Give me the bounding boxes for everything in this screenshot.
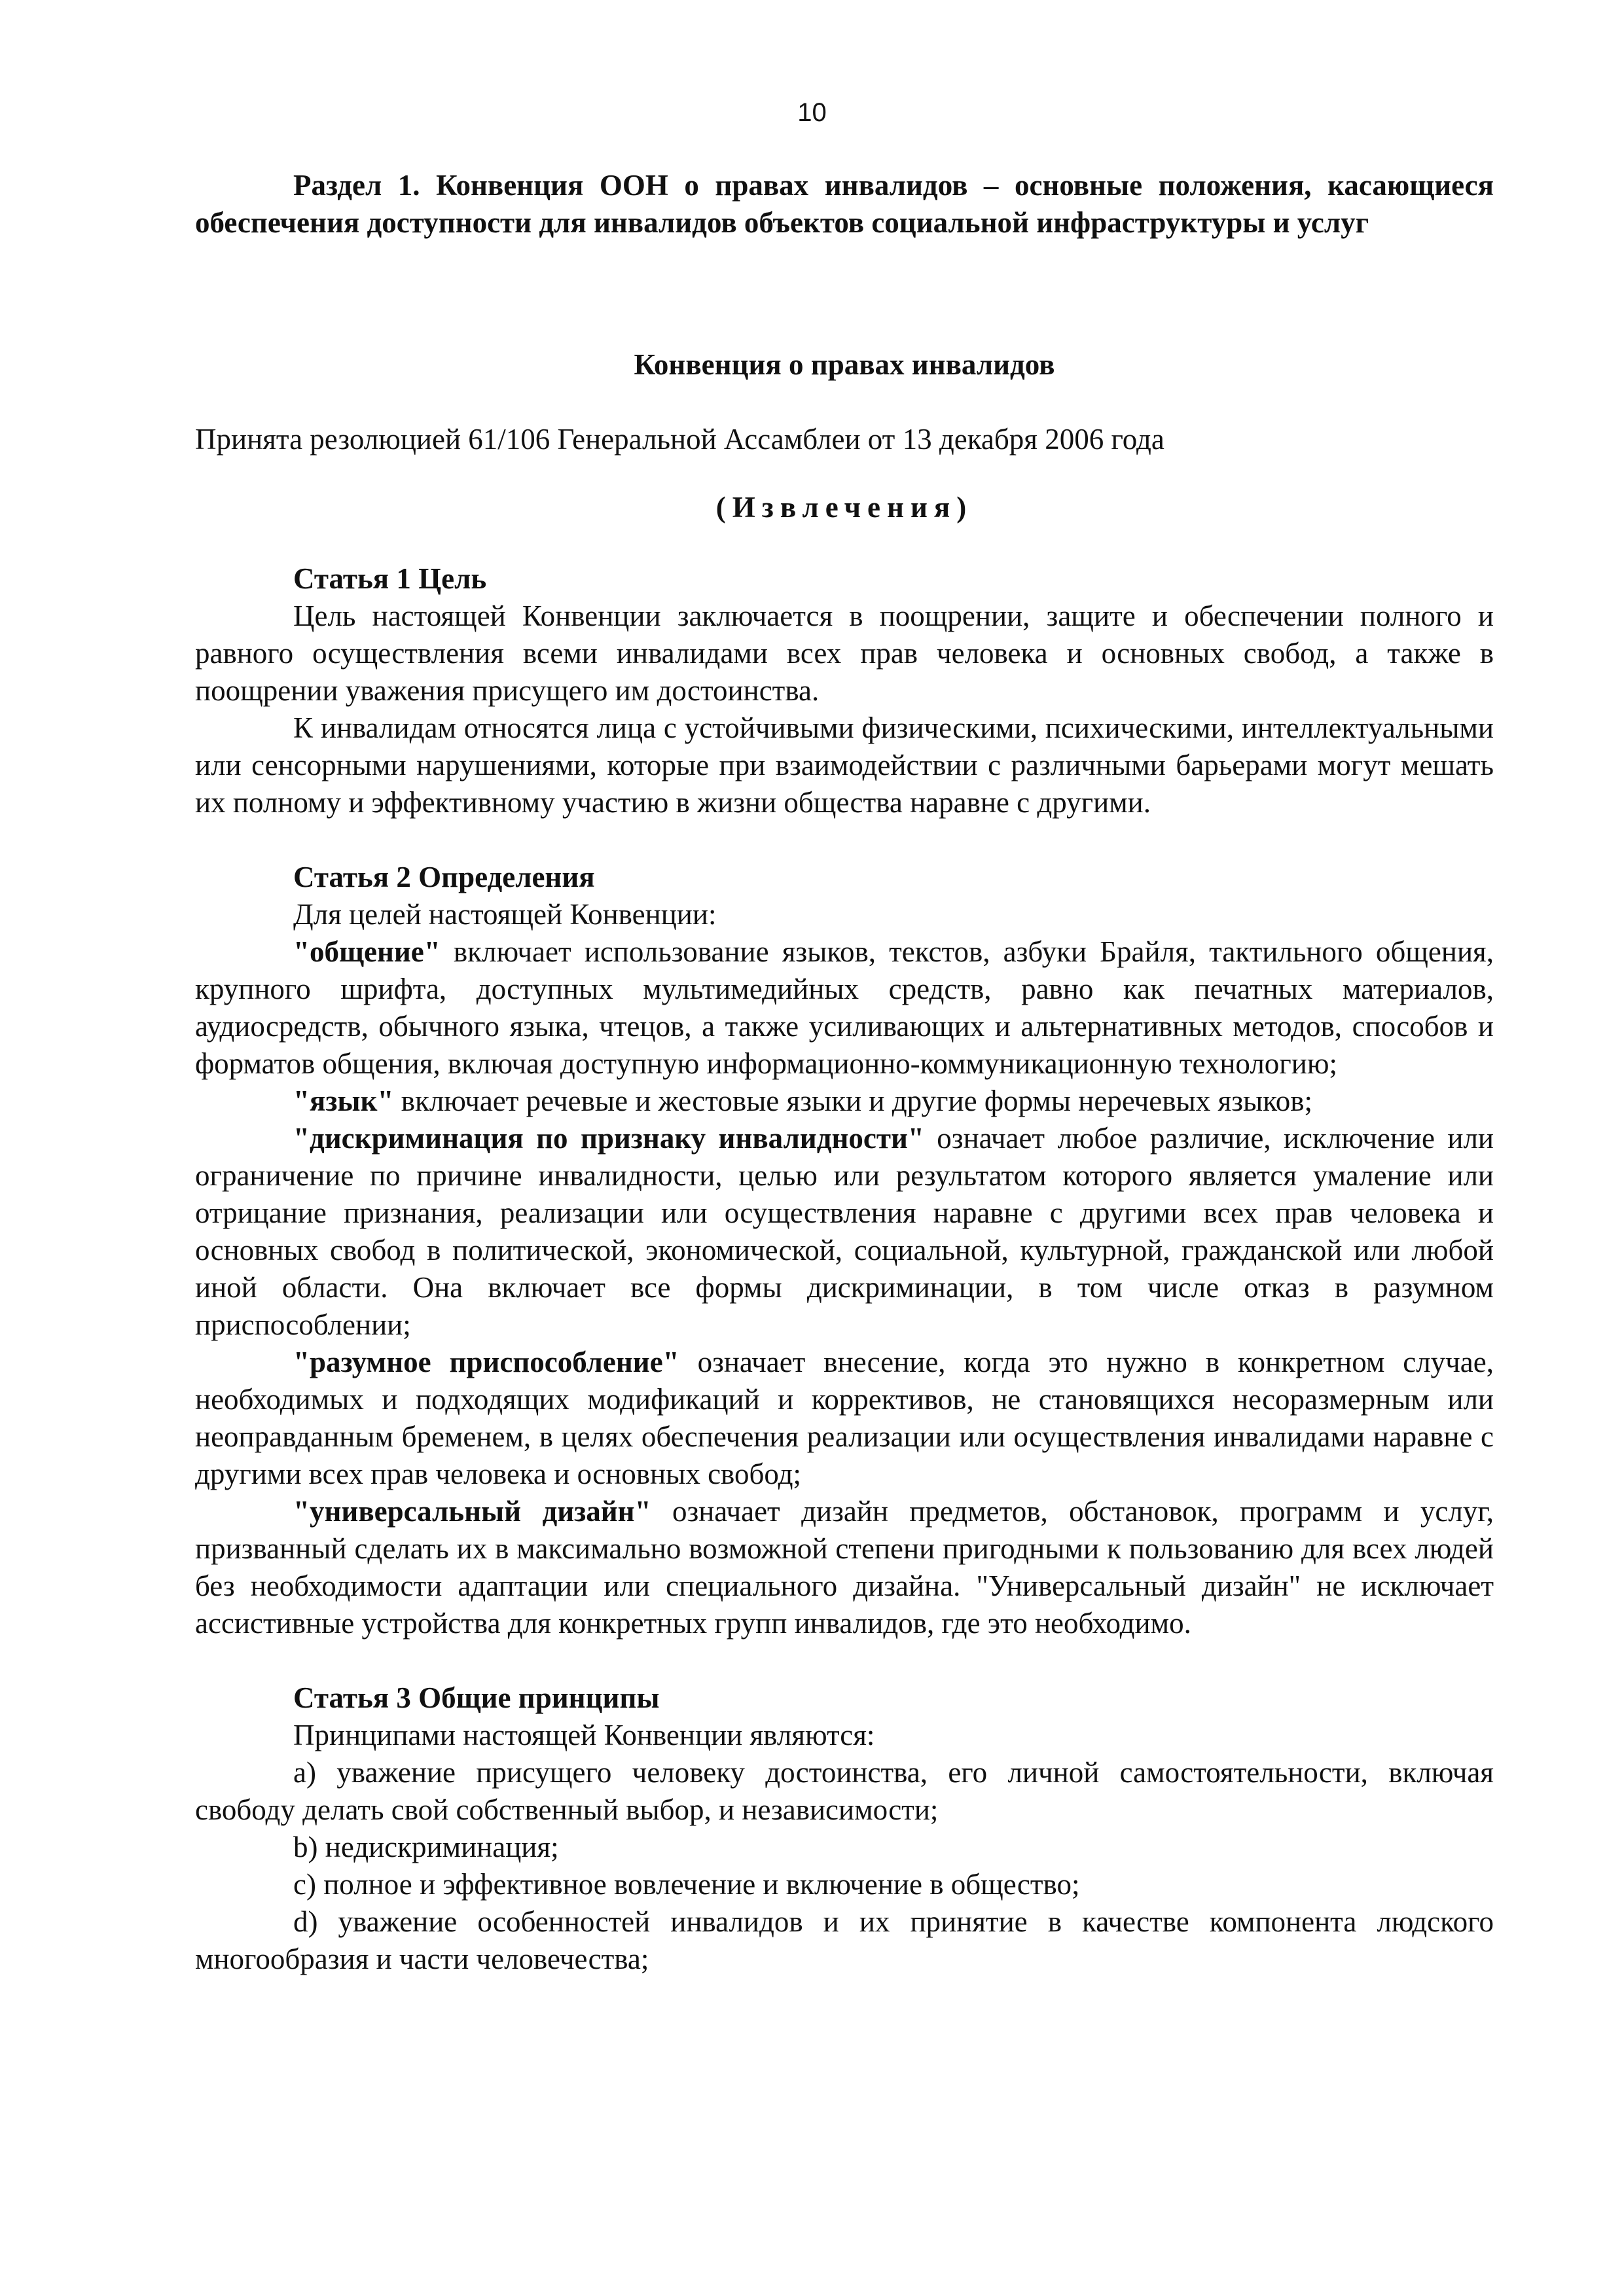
definition [195, 1083, 1494, 1120]
article-2-intro: Для целей настоящей Конвенции: [293, 898, 717, 931]
definition-text: означает любое различие, исключение или ограничение по причине инвалидности, целью или результатом которого является умаление или отрицание признания, реализации или осуществления наравне с другими всех прав человека и основных свобод в политической, экономической, социальной, культурной, гражданской или любой иной области. Она включает все формы дискриминации, в том числе отказ в разумном приспособлении; [195, 1122, 1494, 1341]
definition-term: "разумное приспособление" [293, 1346, 679, 1378]
principle-item: b) недискриминация; [293, 1831, 559, 1863]
definition [195, 1344, 1494, 1493]
article-1-title: Статья 1 Цель [293, 562, 487, 595]
convention-title: Конвенция о правах инвалидов [634, 348, 1055, 381]
principle-item: a) уважение присущего человеку достоинства, его личной самостоятельности, включая свободу делать свой собственный выбор, и независимости; [195, 1756, 1494, 1826]
definition-text: означает внесение, когда это нужно в конкретном случае, необходимых и подходящих модификаций и коррективов, не становящихся несоразмерным или неоправданным бременем, в целях обеспечения реализации или осуществления инвалидами наравне с другими всех прав человека и основных свобод; [195, 1346, 1494, 1490]
definition-text: означает дизайн предметов, обстановок, программ и услуг, призванный сделать их в максимально возможной степени пригодными к пользованию для всех людей без необходимости адаптации или специального дизайна. "Универсальный дизайн" не исключает ассистивные устройства для конкретных групп инвалидов, где это необходимо. [195, 1495, 1494, 1640]
definition-term: "язык" [293, 1085, 394, 1117]
principle-item: d) уважение особенностей инвалидов и их принятие в качестве компонента людского многообразия и части человечества; [195, 1905, 1494, 1975]
article-3-title: Статья 3 Общие принципы [293, 1681, 660, 1714]
section-title: Раздел 1. Конвенция ООН о правах инвалидов – основные положения, касающиеся обеспечения доступности для инвалидов объектов социальной инфраструктуры и услуг [195, 169, 1494, 239]
definition-text: включает речевые и жестовые языки и другие формы неречевых языков; [393, 1085, 1313, 1117]
page-content [195, 167, 1494, 1978]
page-number: 10 [797, 98, 827, 127]
article-2-title: Статья 2 Определения [293, 861, 595, 893]
adopted-note: Принята резолюцией 61/106 Генеральной Ассамблеи от 13 декабря 2006 года [195, 423, 1164, 456]
article-1-paragraph: Цель настоящей Конвенции заключается в поощрении, защите и обеспечении полного и равного осуществления всеми инвалидами всех прав человека и основных свобод, а также в поощрении уважения присущего им достоинства. [195, 600, 1494, 707]
definition [195, 1120, 1494, 1344]
extracts-label: (Извлечения) [715, 491, 973, 524]
article-1-paragraph: К инвалидам относятся лица с устойчивыми физическими, психическими, интеллектуальными или сенсорными нарушениями, которые при взаимодействии с различными барьерами могут мешать их полному и эффективному участию в жизни общества наравне с другими. [195, 711, 1494, 819]
article-3-intro: Принципами настоящей Конвенции являются: [293, 1719, 875, 1751]
definition-term: "дискриминация по признаку инвалидности" [293, 1122, 924, 1155]
definition [195, 933, 1494, 1083]
definition [195, 1493, 1494, 1642]
definition-text: включает использование языков, текстов, азбуки Брайля, тактильного общения, крупного шрифта, доступных мультимедийных средств, равно как печатных материалов, аудиосредств, обычного языка, чтецов, а также усиливающих и альтернативных методов, способов и форматов общения, включая доступную информационно-коммуникационную технологию; [195, 935, 1494, 1080]
definition-term: "общение" [293, 935, 441, 968]
definition-term: "универсальный дизайн" [293, 1495, 651, 1528]
principle-item: c) полное и эффективное вовлечение и включение в общество; [293, 1868, 1080, 1901]
